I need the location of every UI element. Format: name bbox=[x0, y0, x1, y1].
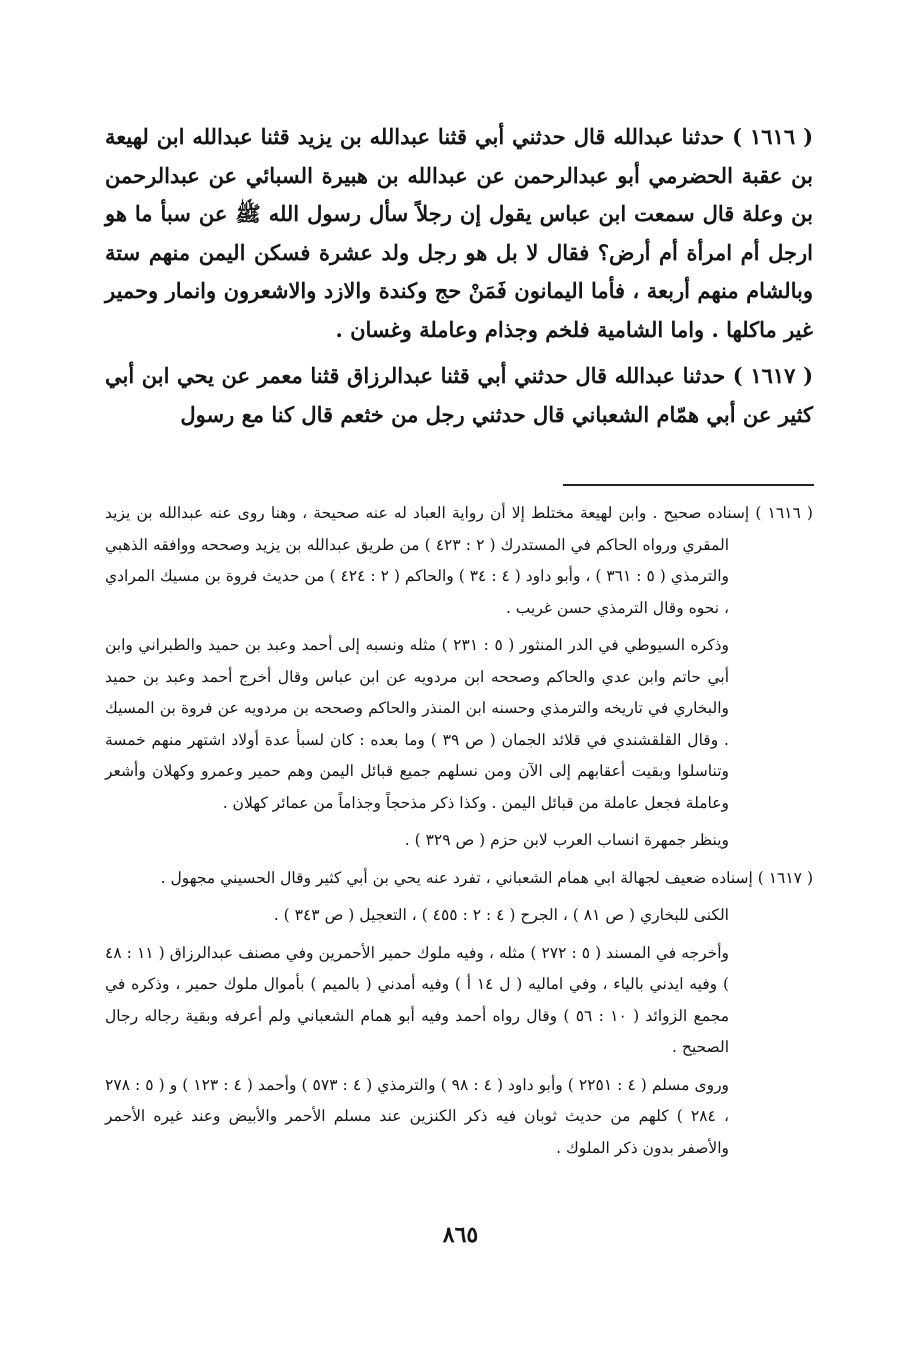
page-number: ٨٦٥ bbox=[442, 1222, 479, 1248]
footnote-1617-muslim: وروى مسلم ( ٤ : ٢٢٥١ ) وأبو داود ( ٤ : ٩٨ ) والترمذي ( ٤ : ٥٧٣ ) وأحمد ( ٤ : ١٢٣ ) و ( ٥ : ٢٧٨ ، ٢٨٤ ) كلهم من حديث ثوبان فيه ذكر الكنزين عند مسلم الأحمر والأبيض وعند غيره الأحمر والأصفر بدون ذكر الملوك . bbox=[105, 1075, 730, 1157]
footnote-1616-jamhara: وينظر جمهرة انساب العرب لابن حزم ( ص ٣٢٩ ) . bbox=[404, 831, 729, 849]
main-text bbox=[105, 118, 813, 448]
footnote-divider bbox=[563, 484, 814, 486]
hadith-1616: ( ١٦١٦ ) حدثنا عبدالله قال حدثني أبي قثنا عبدالله بن يزيد قثنا عبدالله ابن لهيعة بن عقبة الحضرمي أبو عبدالرحمن عن عبدالله بن هبيرة السبائي عن عبدالرحمن بن وعلة قال سمعت ابن عباس يقول إن رجلاً سأل رسول الله ﷺ عن سبأ ما هو ارجل أم امرأة أم أرض؟ فقال لا بل هو رجل ولد عشرة فسكن اليمن منهم ستة وبالشام منهم أربعة ، فأما اليمانون فَمَنْ حج وكندة والازد والاشعرون وانمار وحمير غير ماكلها . واما الشامية فلخم وجذام وعاملة وغسان . bbox=[105, 124, 814, 342]
hadith-1617: ( ١٦١٧ ) حدثنا عبدالله قال حدثني أبي قثنا عبدالرزاق قثنا معمر عن يحي ابن أبي كثير عن أبي همّام الشعباني قال حدثني رجل من خثعم قال كنا مع رسول bbox=[105, 363, 814, 427]
footnote-1617-kuna: الكنى للبخاري ( ص ٨١ ) ، الجرح ( ٤ : ٢ : ٤٥٥ ) ، التعجيل ( ص ٣٤٣ ) . bbox=[273, 906, 729, 924]
footnote-1617-musnad: وأخرجه في المسند ( ٥ : ٢٧٢ ) مثله ، وفيه ملوك حمير الأحمرين وفي مصنف عبدالرزاق ( ١١ : ٤٨ ) وفيه ايدني بالياء ، وفي اماليه ( ل ١٤ أ ) وفيه أمدني ( بالميم ) بأموال ملوك حمير ، وذكره في مجمع الزوائد ( ١٠ : ٥٦ ) وقال رواه أحمد وفيه أبو همام الشعباني ولم أعرفه وبقية رجاله رجال الصحيح . bbox=[105, 943, 730, 1056]
footnotes bbox=[105, 498, 813, 1170]
footnote-1617-isnad: ( ١٦١٧ ) إسناده ضعيف لجهالة ابي همام الشعباني ، تفرد عنه يحي بن أبي كثير وقال الحسيني مجهول . bbox=[160, 868, 813, 887]
footnote-1616-suyuti: وذكره السيوطي في الدر المنثور ( ٥ : ٢٣١ ) مثله ونسبه إلى أحمد وعبد بن حميد والطبراني وابن أبي حاتم وابن عدي والحاكم وصححه ابن مردويه عن ابن عباس وقال أخرج أحمد وعبد بن حميد والبخاري في تاريخه والترمذي وحسنه ابن المنذر والحاكم وصححه بن مردويه عن فروة بن المسيك . وقال القلقشندي في قلائد الجمان ( ص ٣٩ ) وما بعده : كان لسبأ عدة أولاد اشتهر منهم خمسة وتناسلوا وبقيت أعقابهم إلى الآن ومن نسلهم جميع قبائل اليمن وهم حمير وعمرو وكهلان وأشعر وعاملة فجعل عاملة من قبائل اليمن . وكذا ذكر مذحجاً وجذاماً من عمائر كهلان . bbox=[105, 636, 729, 812]
footnote-1616-isnad: ( ١٦١٦ ) إسناده صحيح . وابن لهيعة مختلط إلا أن رواية العباد له عنه صحيحة ، وهنا روى عنه عبدالله بن يزيد المقري ورواه الحاكم في المستدرك ( ٢ : ٤٢٣ ) من طريق عبدالله بن يزيد وصححه ووافقه الذهبي والترمذي ( ٥ : ٣٦١ ) ، وأبو داود ( ٤ : ٣٤ ) والحاكم ( ٢ : ٤٢٤ ) من حديث فروة بن مسيك المرادي ، نحوه وقال الترمذي حسن غريب . bbox=[105, 504, 813, 617]
